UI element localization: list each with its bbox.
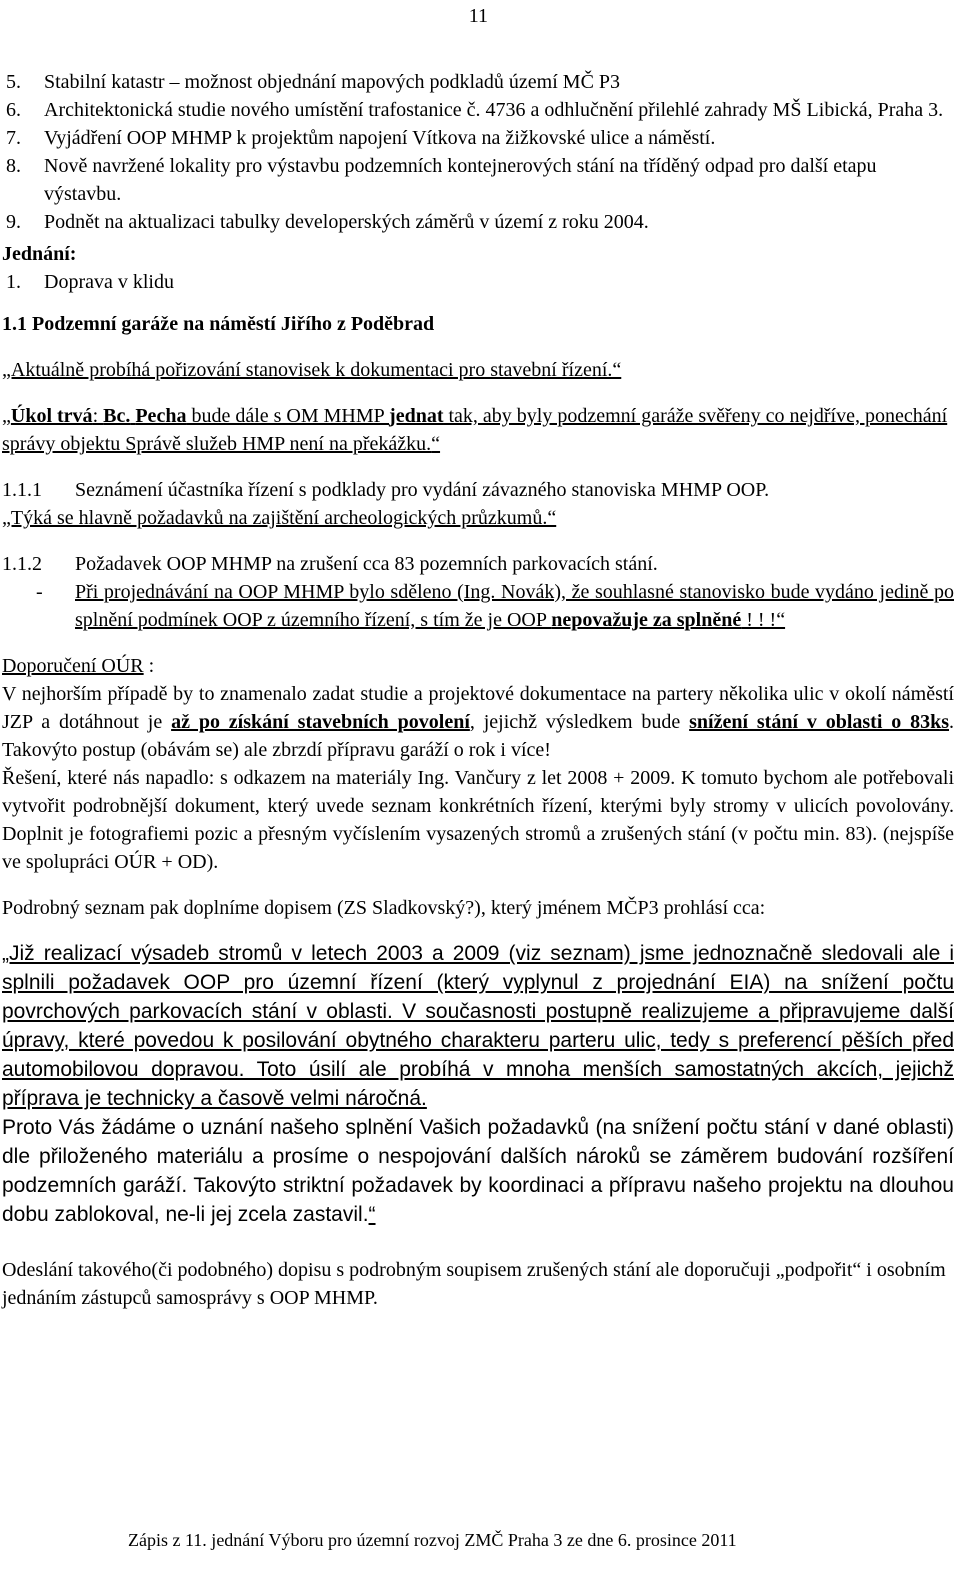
doporuceni-paragraph-2: Řešení, které nás napadlo: s odkazem na materiály Ing. Vančury z let 2008 + 2009. K tomuto bychom ale potřebovali vytvořit podrobnější dokument, který uvede seznam konkrétních řízení, kterými byly stromy v ulicích povolovány. Doplnit je fotografiemi pozic a přesným vyčíslením vysazených stromů a zrušených stání (v počtu min. 83). (nejspíše ve spolupráci OÚR + OD). [2, 767, 954, 873]
item-number: 1. [6, 271, 21, 293]
ukol-verb: jednat [389, 405, 444, 427]
doporuceni-section [2, 652, 954, 922]
agenda-number: 9. [6, 211, 21, 233]
ukol-person: Pecha [135, 405, 187, 427]
item-text: Požadavek OOP MHMP na zrušení cca 83 pozemních parkovacích stání. [75, 553, 658, 575]
emphasis-permit: až po získání stavebních povolení [171, 711, 470, 733]
dash-item [2, 578, 954, 634]
item-text: Seznámení účastníka řízení s podklady pro vydání závazného stanoviska MHMP OOP. [75, 479, 770, 501]
ukol-text-2: tak, aby byly podzemní garáže svěřeny co nejdříve, ponechání správy objektu Správě služeb HMP není na překážku. [2, 405, 948, 455]
agenda-item-5 [2, 68, 954, 96]
item-1-1-1 [2, 476, 954, 532]
agenda-text: Podnět na aktualizaci tabulky developerských záměrů v území z roku 2004. [44, 211, 649, 233]
item-title: Podzemní garáže na náměstí Jiřího z Poděbrad [32, 313, 435, 335]
letter-paragraph-1: „Již realizací výsadeb stromů v letech 2003 a 2009 (viz seznam) jsme jednoznačně sledovali ale i splnili požadavek OOP pro územní řízení (který vyplynul z projednání EIA) na snížení počtu povrchových parkovacích stání v oblasti. V současnosti postupně realizujeme a připravujeme další úpravy, které povedou k posilování obytného charakteru parteru ulic, tedy s preferencí pěších před automobilovou dopravou. Toto úsilí ale probíhá v mnoha menších samostatných akcích, jejichž příprava je technicky a časově velmi náročná. [2, 942, 954, 1110]
doporuceni-paragraph-3: Podrobný seznam pak doplníme dopisem (ZS Sladkovský?), který jménem MČP3 prohlásí cca: [2, 897, 766, 919]
ukol-colon: : [92, 405, 104, 427]
doporuceni-paragraph-1 [2, 680, 954, 764]
sub-item-row [2, 550, 954, 578]
agenda-number: 6. [6, 99, 21, 121]
jednani-heading: Jednání: [2, 243, 77, 265]
page-number: 11 [468, 5, 488, 27]
text-segment: . Takovýto postup (obávám se) ale zbrzdí přípravu garáží o rok i více! [2, 711, 955, 761]
sub-item-row [2, 476, 954, 504]
letter-quote [2, 940, 954, 1230]
ukol-label: Úkol trvá [10, 405, 93, 427]
item-number: 1.1.1 [2, 479, 42, 501]
agenda-number: 5. [6, 71, 21, 93]
agenda-item-9 [2, 208, 954, 236]
letter-paragraph-2 [2, 1114, 954, 1230]
status-text: „Aktuálně probíhá pořizování stanovisek k dokumentaci pro stavební řízení.“ [2, 359, 622, 381]
agenda-item-7 [2, 124, 954, 152]
agenda-number: 8. [6, 155, 21, 177]
quote-close: “ [368, 1202, 376, 1226]
emphasis-reduction: snížení stání v oblasti o 83ks [689, 711, 950, 733]
text-segment: , jejichž výsledkem bude [469, 711, 690, 733]
doporuceni-heading-colon: : [143, 655, 155, 677]
item-1 [2, 268, 954, 296]
letter-paragraph-2-text: Proto Vás žádáme o uznání našeho splnění Vašich požadavků (na snížení počtu stání v dané oblasti) dle přiloženého materiálu a prosíme o nespojování dalších nároků se záměrem budování rozšíření podzemních garáží. Takovýto striktní požadavek by koordinaci a přípravu našeho projektu na dlouhou dobu zablokoval, ne-li jej zcela zastavil. [2, 1115, 954, 1226]
item-1-1-heading [2, 310, 954, 338]
ukol-title: Bc. [103, 405, 131, 427]
dash-text-b: ! ! !“ [741, 609, 786, 631]
dash-text [75, 578, 954, 634]
ukol-text-1: bude dále s OM MHMP [186, 405, 390, 427]
agenda-list [2, 68, 954, 236]
quote-close: “ [431, 433, 441, 455]
text-segment: V nejhorším případě by to znamenalo zadat studie a projektové dokumentace na partery několika ulic v okolí náměstí JZP a dotáhnout je [2, 683, 954, 733]
item-quote: „Týká se hlavně požadavků na zajištění archeologických průzkumů.“ [2, 507, 557, 529]
item-text: Doprava v klidu [44, 271, 174, 293]
agenda-item-6 [2, 96, 954, 124]
closing-paragraph: Odeslání takového(či podobného) dopisu s podrobným soupisem zrušených stání ale doporučuji „podpořit“ i osobním jednáním zástupců samosprávy s OOP MHMP. [2, 1258, 946, 1309]
agenda-item-8 [2, 152, 954, 208]
doporuceni-heading-text: Doporučení OÚR [2, 655, 144, 677]
agenda-text: Stabilní katastr – možnost objednání mapových podkladů území MČ P3 [44, 71, 621, 93]
agenda-text: Nově navržené lokality pro výstavbu podzemních kontejnerových stání na tříděný odpad pro další etapu výstavbu. [44, 155, 877, 205]
dash-text-bold: nepovažuje za splněné [551, 609, 742, 631]
agenda-text: Vyjádření OOP MHMP k projektům napojení Vítkova na žižkovské ulice a náměstí. [44, 127, 716, 149]
item-1-1-2 [2, 550, 954, 634]
item-number: 1.1 [2, 313, 27, 335]
dash-mark: - [36, 581, 43, 603]
page-footer: Zápis z 11. jednání Výboru pro územní rozvoj ZMČ Praha 3 ze dne 6. prosince 2011 [128, 1529, 737, 1550]
item-number: 1.1.2 [2, 553, 42, 575]
document-body [2, 68, 954, 1312]
agenda-number: 7. [6, 127, 21, 149]
agenda-text: Architektonická studie nového umístění trafostanice č. 4736 a odhlučnění přilehlé zahrady MŠ Libická, Praha 3. [44, 99, 944, 121]
dash-text-a: Při projednávání na OOP MHMP bylo sděleno (Ing. Novák), že souhlasné stanovisko bude vydáno jedině po splnění podmínek OOP z územního řízení, s tím že je OOP [75, 581, 954, 631]
ukol-paragraph [2, 402, 954, 458]
quote-open: „ [2, 405, 11, 427]
doporuceni-heading [2, 652, 954, 680]
